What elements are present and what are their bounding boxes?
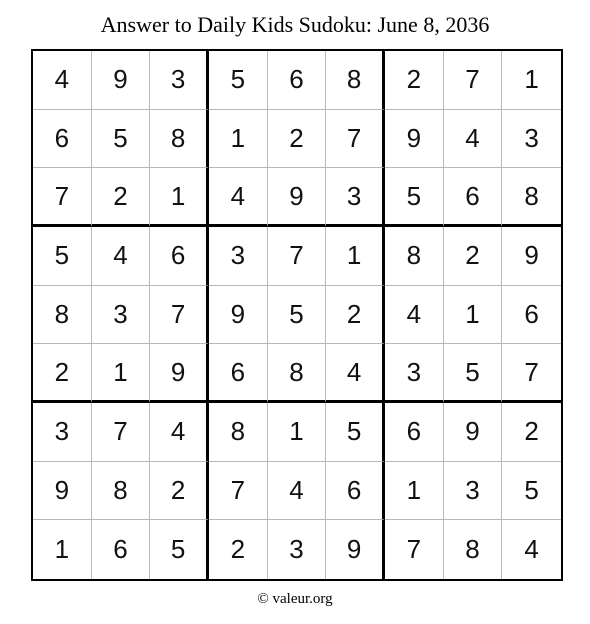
sudoku-cell: 9: [150, 344, 209, 403]
sudoku-cell: 9: [385, 110, 444, 169]
sudoku-cell: 4: [33, 51, 92, 110]
sudoku-cell: 8: [268, 344, 327, 403]
sudoku-cell: 8: [502, 168, 561, 227]
sudoku-cell: 2: [92, 168, 151, 227]
sudoku-cell: 7: [33, 168, 92, 227]
sudoku-cell: 5: [150, 520, 209, 579]
sudoku-cell: 7: [444, 51, 503, 110]
copyright-footer: © valeur.org: [257, 591, 333, 607]
sudoku-cell: 6: [268, 51, 327, 110]
sudoku-cell: 8: [150, 110, 209, 169]
sudoku-cell: 4: [444, 110, 503, 169]
sudoku-cell: 3: [326, 168, 385, 227]
sudoku-cell: 5: [444, 344, 503, 403]
sudoku-cell: 6: [385, 403, 444, 462]
sudoku-cell: 8: [444, 520, 503, 579]
sudoku-cell: 5: [33, 227, 92, 286]
sudoku-cell: 7: [326, 110, 385, 169]
sudoku-board: [31, 49, 563, 581]
sudoku-cell: 9: [33, 462, 92, 521]
sudoku-cell: 6: [326, 462, 385, 521]
sudoku-cell: 4: [524, 534, 539, 565]
sudoku-cell: 9: [502, 227, 561, 286]
sudoku-cell: 3: [444, 462, 503, 521]
sudoku-cell: 2: [385, 51, 444, 110]
sudoku-cell: 7: [92, 403, 151, 462]
sudoku-cell: 2: [444, 227, 503, 286]
sudoku-cell: 6: [33, 110, 92, 169]
sudoku-cell: 4: [209, 168, 268, 227]
sudoku-cell: 5: [92, 110, 151, 169]
sudoku-cell: 4: [385, 286, 444, 345]
sudoku-cell: 1: [150, 168, 209, 227]
sudoku-cell: 9: [326, 520, 385, 579]
sudoku-cell: 2: [33, 344, 92, 403]
sudoku-cell: 6: [150, 227, 209, 286]
sudoku-cell: 3: [92, 286, 151, 345]
sudoku-cell: 3: [150, 51, 209, 110]
sudoku-cell: 3: [385, 344, 444, 403]
sudoku-cell: 2: [268, 110, 327, 169]
sudoku-cell: 5: [209, 51, 268, 110]
sudoku-cell: 9: [444, 403, 503, 462]
sudoku-cell: 1: [268, 403, 327, 462]
sudoku-cell: 5: [385, 168, 444, 227]
sudoku-cell: 5: [502, 462, 561, 521]
sudoku-cell: 1: [444, 286, 503, 345]
sudoku-cell: 6: [502, 286, 561, 345]
sudoku-cell: 7: [150, 286, 209, 345]
sudoku-cell: 5: [268, 286, 327, 345]
sudoku-cell: 8: [209, 403, 268, 462]
sudoku-grid: [33, 51, 561, 579]
sudoku-cell: 4: [268, 462, 327, 521]
sudoku-cell: 6: [92, 520, 151, 579]
sudoku-cell: 8: [326, 51, 385, 110]
sudoku-cell: 3: [502, 110, 561, 169]
puzzle-title: Answer to Daily Kids Sudoku: June 8, 2036: [100, 12, 490, 37]
sudoku-cell: 1: [385, 462, 444, 521]
sudoku-cell: 7: [385, 520, 444, 579]
sudoku-cell: 1: [209, 110, 268, 169]
sudoku-cell: 1: [326, 227, 385, 286]
sudoku-cell: 1: [502, 51, 561, 110]
sudoku-cell: 8: [92, 462, 151, 521]
sudoku-cell: 6: [444, 168, 503, 227]
sudoku-cell: 7: [209, 462, 268, 521]
sudoku-cell: 2: [502, 403, 561, 462]
sudoku-cell: 2: [326, 286, 385, 345]
sudoku-cell: 8: [33, 286, 92, 345]
sudoku-cell: 7: [502, 344, 561, 403]
sudoku-cell: 2: [150, 462, 209, 521]
sudoku-cell: 4: [150, 403, 209, 462]
sudoku-cell: 8: [385, 227, 444, 286]
sudoku-cell: 3: [209, 227, 268, 286]
sudoku-cell: 1: [92, 344, 151, 403]
sudoku-cell: 7: [268, 227, 327, 286]
sudoku-cell: 1: [33, 520, 92, 579]
sudoku-cell: 4: [326, 344, 385, 403]
sudoku-cell: 4: [92, 227, 151, 286]
sudoku-cell: 3: [33, 403, 92, 462]
sudoku-cell: 6: [209, 344, 268, 403]
sudoku-cell: 3: [268, 520, 327, 579]
sudoku-cell: 9: [209, 286, 268, 345]
sudoku-cell: 5: [326, 403, 385, 462]
sudoku-cell: 9: [92, 51, 151, 110]
sudoku-cell: 2: [209, 520, 268, 579]
sudoku-cell: 9: [268, 168, 327, 227]
